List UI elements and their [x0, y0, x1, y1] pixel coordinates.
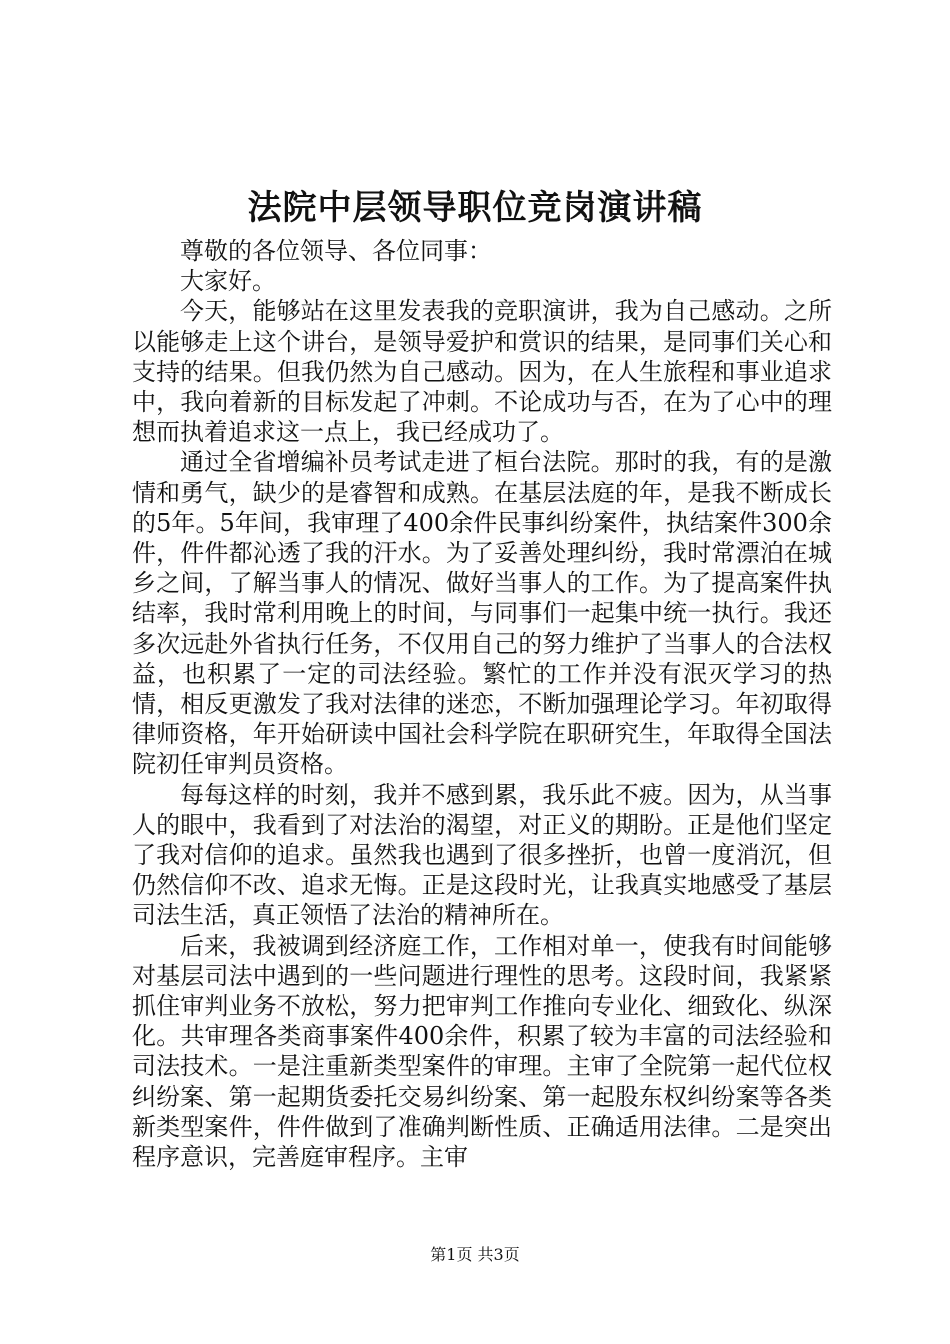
document-body	[132, 236, 832, 1172]
body-paragraph: 通过全省增编补员考试走进了桓台法院。那时的我，有的是激情和勇气，缺少的是睿智和成熟。在基层法庭的年，是我不断成长的5年。5年间，我审理了400余件民事纠纷案件，执结案件300余件，件件都沁透了我的汗水。为了妥善处理纠纷，我时常漂泊在城乡之间，了解当事人的情况、做好当事人的工作。为了提高案件执结率，我时常利用晚上的时间，与同事们一起集中统一执行。我还多次远赴外省执行任务，不仅用自己的努力维护了当事人的合法权益，也积累了一定的司法经验。繁忙的工作并没有泯灭学习的热情，相反更激发了我对法律的迷恋，不断加强理论学习。年初取得律师资格，年开始研读中国社会科学院在职研究生，年取得全国法院初任审判员资格。	[132, 448, 832, 779]
body-paragraph: 今天，能够站在这里发表我的竞职演讲，我为自己感动。之所以能够走上这个讲台，是领导爱护和赏识的结果，是同事们关心和支持的结果。但我仍然为自己感动。因为，在人生旅程和事业追求中，我向着新的目标发起了冲刺。不论成功与否，在为了心中的理想而执着追求这一点上，我已经成功了。	[132, 297, 832, 447]
page-footer: 第1页 共3页	[430, 1245, 520, 1264]
body-paragraph: 后来，我被调到经济庭工作，工作相对单一，使我有时间能够对基层司法中遇到的一些问题进行理性的思考。这段时间，我紧紧抓住审判业务不放松，努力把审判工作推向专业化、细致化、纵深化。共审理各类商事案件400余件，积累了较为丰富的司法经验和司法技术。一是注重新类型案件的审理。主审了全院第一起代位权纠纷案、第一起期货委托交易纠纷案、第一起股东权纠纷案等各类新类型案件，件件做到了准确判断性质、正确适用法律。二是突出程序意识，完善庭审程序。主审	[132, 931, 832, 1172]
salutation-paragraph: 尊敬的各位领导、各位同事：	[180, 237, 492, 265]
body-paragraph: 每每这样的时刻，我并不感到累，我乐此不疲。因为，从当事人的眼中，我看到了对法治的渴望，对正义的期盼。正是他们坚定了我对信仰的追求。虽然我也遇到了很多挫折，也曾一度消沉，但仍然信仰不改、追求无悔。正是这段时光，让我真实地感受了基层司法生活，真正领悟了法治的精神所在。	[132, 780, 832, 930]
greeting-paragraph: 大家好。	[180, 267, 276, 296]
document-title: 法院中层领导职位竞岗演讲稿	[247, 188, 703, 228]
